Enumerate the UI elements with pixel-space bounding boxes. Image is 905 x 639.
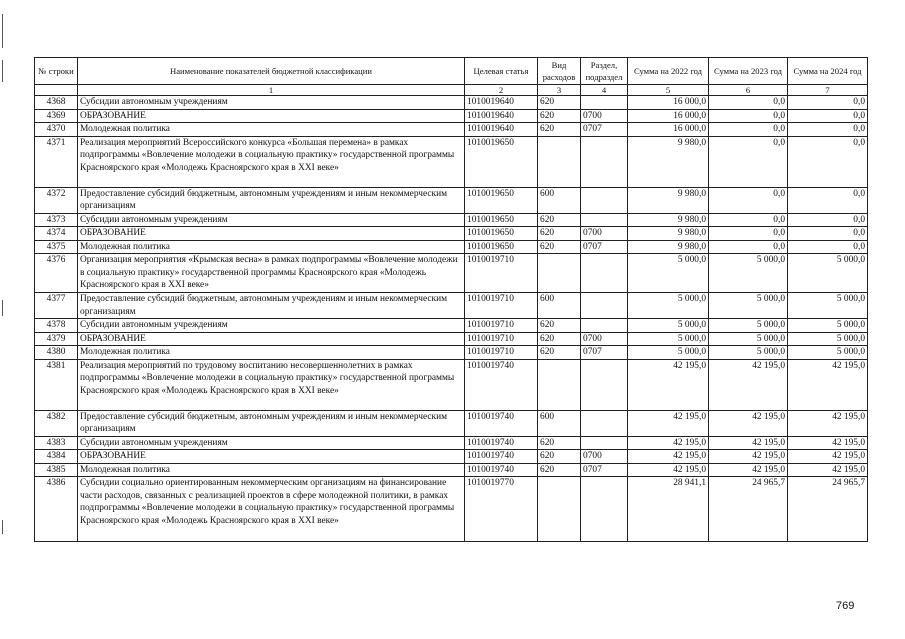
table-row: [35, 410, 868, 436]
row-sum-2024: 0,0: [788, 109, 868, 123]
table-row: [35, 450, 868, 464]
row-razdel: 0707: [581, 463, 628, 477]
row-sum-2022: 42 195,0: [628, 463, 709, 477]
row-sum-2023: 42 195,0: [709, 450, 788, 464]
row-number: 4381: [35, 359, 78, 410]
table-row: [35, 463, 868, 477]
column-index: 7: [788, 85, 868, 96]
row-article: 1010019650: [465, 227, 538, 241]
row-sum-2022: 9 980,0: [628, 227, 709, 241]
row-sum-2022: 5 000,0: [628, 319, 709, 333]
row-article: 1010019740: [465, 359, 538, 410]
row-number: 4383: [35, 436, 78, 450]
row-article: 1010019640: [465, 123, 538, 137]
row-sum-2023: 42 195,0: [709, 463, 788, 477]
scan-edge-mark: [2, 520, 3, 534]
row-razdel: [581, 477, 628, 542]
row-vid: 600: [538, 187, 581, 213]
column-index: [35, 85, 78, 96]
header-article: Целевая статья: [465, 58, 538, 85]
row-vid: 620: [538, 463, 581, 477]
row-name: Предоставление субсидий бюджетным, автономным учреждениям и иным некоммерческим организациям: [78, 410, 465, 436]
row-sum-2023: 42 195,0: [709, 436, 788, 450]
row-sum-2024: 0,0: [788, 227, 868, 241]
row-sum-2023: 42 195,0: [709, 359, 788, 410]
row-sum-2023: 0,0: [709, 213, 788, 227]
row-razdel: 0700: [581, 332, 628, 346]
row-name: Предоставление субсидий бюджетным, автономным учреждениям и иным некоммерческим организациям: [78, 293, 465, 319]
row-article: 1010019740: [465, 450, 538, 464]
row-number: 4378: [35, 319, 78, 333]
table-row: [35, 293, 868, 319]
row-sum-2024: 0,0: [788, 123, 868, 137]
table-row: [35, 96, 868, 110]
row-number: 4382: [35, 410, 78, 436]
row-sum-2022: 16 000,0: [628, 109, 709, 123]
row-sum-2023: 0,0: [709, 240, 788, 254]
row-razdel: [581, 319, 628, 333]
row-vid: 620: [538, 319, 581, 333]
row-sum-2022: 42 195,0: [628, 410, 709, 436]
row-sum-2023: 0,0: [709, 187, 788, 213]
row-sum-2023: 5 000,0: [709, 319, 788, 333]
row-sum-2023: 5 000,0: [709, 293, 788, 319]
row-sum-2023: 0,0: [709, 109, 788, 123]
row-article: 1010019650: [465, 187, 538, 213]
column-index: 6: [709, 85, 788, 96]
row-number: 4372: [35, 187, 78, 213]
row-razdel: 0700: [581, 227, 628, 241]
row-sum-2022: 28 941,1: [628, 477, 709, 542]
column-index-row: [35, 85, 868, 96]
row-vid: 620: [538, 436, 581, 450]
row-number: 4369: [35, 109, 78, 123]
row-number: 4384: [35, 450, 78, 464]
row-sum-2024: 5 000,0: [788, 346, 868, 360]
row-sum-2024: 5 000,0: [788, 254, 868, 293]
table-row: [35, 332, 868, 346]
row-sum-2022: 5 000,0: [628, 293, 709, 319]
row-vid: 620: [538, 123, 581, 137]
row-sum-2024: 0,0: [788, 213, 868, 227]
header-num: № строки: [35, 58, 78, 85]
row-article: 1010019650: [465, 136, 538, 187]
row-name: Молодежная политика: [78, 346, 465, 360]
row-article: 1010019740: [465, 463, 538, 477]
row-article: 1010019640: [465, 96, 538, 110]
table-row: [35, 109, 868, 123]
row-razdel: [581, 213, 628, 227]
header-razdel: Раздел, подраздел: [581, 58, 628, 85]
row-sum-2024: 0,0: [788, 96, 868, 110]
table-row: [35, 227, 868, 241]
row-sum-2022: 16 000,0: [628, 96, 709, 110]
row-name: Субсидии автономным учреждениям: [78, 319, 465, 333]
row-name: Молодежная политика: [78, 240, 465, 254]
row-vid: 620: [538, 96, 581, 110]
column-index: 4: [581, 85, 628, 96]
row-name: ОБРАЗОВАНИЕ: [78, 227, 465, 241]
row-article: 1010019710: [465, 332, 538, 346]
budget-table: [34, 57, 868, 542]
row-sum-2022: 5 000,0: [628, 346, 709, 360]
row-number: 4374: [35, 227, 78, 241]
row-name: Субсидии автономным учреждениям: [78, 213, 465, 227]
table-row: [35, 240, 868, 254]
row-sum-2022: 16 000,0: [628, 123, 709, 137]
row-name: ОБРАЗОВАНИЕ: [78, 450, 465, 464]
column-index: 1: [78, 85, 465, 96]
column-index: 5: [628, 85, 709, 96]
row-sum-2023: 5 000,0: [709, 254, 788, 293]
header-sum-2023: Сумма на 2023 год: [709, 58, 788, 85]
header-name: Наименование показателей бюджетной классификации: [78, 58, 465, 85]
row-name: ОБРАЗОВАНИЕ: [78, 332, 465, 346]
row-sum-2023: 24 965,7: [709, 477, 788, 542]
row-sum-2023: 5 000,0: [709, 346, 788, 360]
row-article: 1010019710: [465, 319, 538, 333]
row-vid: 620: [538, 450, 581, 464]
table-row: [35, 187, 868, 213]
row-vid: 620: [538, 109, 581, 123]
row-sum-2024: 5 000,0: [788, 332, 868, 346]
row-razdel: 0700: [581, 450, 628, 464]
row-sum-2023: 42 195,0: [709, 410, 788, 436]
row-article: 1010019740: [465, 436, 538, 450]
row-article: 1010019770: [465, 477, 538, 542]
row-razdel: [581, 254, 628, 293]
header-vid: Вид расходов: [538, 58, 581, 85]
row-article: 1010019650: [465, 213, 538, 227]
row-razdel: [581, 410, 628, 436]
row-number: 4380: [35, 346, 78, 360]
row-number: 4371: [35, 136, 78, 187]
row-sum-2024: 42 195,0: [788, 463, 868, 477]
scan-edge-mark: [2, 300, 3, 316]
row-name: Организация мероприятия «Крымская весна» в рамках подпрограммы «Вовлечение молодежи в социальную практику» государственной программы Красноярского края «Молодежь Красноярского края в XXI веке»: [78, 254, 465, 293]
row-number: 4377: [35, 293, 78, 319]
row-sum-2023: 0,0: [709, 123, 788, 137]
row-sum-2022: 9 980,0: [628, 187, 709, 213]
row-name: Молодежная политика: [78, 123, 465, 137]
row-vid: [538, 136, 581, 187]
row-vid: [538, 254, 581, 293]
row-vid: 600: [538, 293, 581, 319]
row-razdel: [581, 436, 628, 450]
row-sum-2024: 5 000,0: [788, 293, 868, 319]
table-row: [35, 359, 868, 410]
row-sum-2022: 9 980,0: [628, 240, 709, 254]
column-index: 2: [465, 85, 538, 96]
row-sum-2022: 5 000,0: [628, 332, 709, 346]
row-number: 4376: [35, 254, 78, 293]
scan-edge-mark: [2, 14, 3, 48]
row-number: 4385: [35, 463, 78, 477]
row-razdel: [581, 136, 628, 187]
table-row: [35, 123, 868, 137]
row-sum-2024: 0,0: [788, 240, 868, 254]
row-sum-2022: 9 980,0: [628, 136, 709, 187]
header-sum-2022: Сумма на 2022 год: [628, 58, 709, 85]
row-number: 4373: [35, 213, 78, 227]
row-razdel: [581, 359, 628, 410]
row-vid: 620: [538, 227, 581, 241]
row-name: Субсидии автономным учреждениям: [78, 436, 465, 450]
row-name: Молодежная политика: [78, 463, 465, 477]
row-razdel: [581, 96, 628, 110]
row-article: 1010019640: [465, 109, 538, 123]
row-name: Предоставление субсидий бюджетным, автономным учреждениям и иным некоммерческим организациям: [78, 187, 465, 213]
table-row: [35, 136, 868, 187]
row-razdel: [581, 293, 628, 319]
row-razdel: 0707: [581, 346, 628, 360]
row-sum-2024: 42 195,0: [788, 359, 868, 410]
row-sum-2023: 5 000,0: [709, 332, 788, 346]
row-sum-2023: 0,0: [709, 227, 788, 241]
row-number: 4379: [35, 332, 78, 346]
row-vid: [538, 359, 581, 410]
row-sum-2024: 42 195,0: [788, 450, 868, 464]
row-sum-2022: 9 980,0: [628, 213, 709, 227]
row-sum-2022: 5 000,0: [628, 254, 709, 293]
row-article: 1010019710: [465, 254, 538, 293]
row-name: Субсидии социально ориентированным некоммерческим организациям на финансирование части расходов, связанных с реализацией проектов в сфере молодежной политики, в рамках подпрограммы «Вовлечение молодежи в социальную практику» государственной программы Красноярского края «Молодежь Красноярского края в XXI веке»: [78, 477, 465, 542]
row-number: 4368: [35, 96, 78, 110]
row-article: 1010019650: [465, 240, 538, 254]
row-number: 4386: [35, 477, 78, 542]
row-article: 1010019710: [465, 346, 538, 360]
row-sum-2024: 0,0: [788, 136, 868, 187]
row-article: 1010019710: [465, 293, 538, 319]
table-row: [35, 213, 868, 227]
row-name: ОБРАЗОВАНИЕ: [78, 109, 465, 123]
column-index: 3: [538, 85, 581, 96]
row-name: Реализация мероприятий Всероссийского конкурса «Большая перемена» в рамках подпрограммы «Вовлечение молодежи в социальную практику» государственной программы Красноярского края «Молодежь Красноярского края в XXI веке»: [78, 136, 465, 187]
row-article: 1010019740: [465, 410, 538, 436]
row-sum-2022: 42 195,0: [628, 450, 709, 464]
page-number: 769: [836, 600, 855, 612]
scan-edge-mark: [2, 60, 3, 82]
row-sum-2024: 24 965,7: [788, 477, 868, 542]
row-vid: 620: [538, 240, 581, 254]
table-row: [35, 346, 868, 360]
row-razdel: 0707: [581, 123, 628, 137]
row-sum-2023: 0,0: [709, 136, 788, 187]
row-sum-2024: 0,0: [788, 187, 868, 213]
row-vid: 620: [538, 213, 581, 227]
row-razdel: 0700: [581, 109, 628, 123]
row-number: 4375: [35, 240, 78, 254]
row-name: Реализация мероприятий по трудовому воспитанию несовершеннолетних в рамках подпрограммы «Вовлечение молодежи в социальную практику» государственной программы Красноярского края «Молодежь Красноярского края в XXI веке»: [78, 359, 465, 410]
table-row: [35, 254, 868, 293]
row-razdel: 0707: [581, 240, 628, 254]
row-sum-2022: 42 195,0: [628, 436, 709, 450]
table-row: [35, 436, 868, 450]
row-vid: 620: [538, 346, 581, 360]
row-vid: 620: [538, 332, 581, 346]
row-vid: [538, 477, 581, 542]
table-row: [35, 477, 868, 542]
row-number: 4370: [35, 123, 78, 137]
row-razdel: [581, 187, 628, 213]
row-sum-2024: 42 195,0: [788, 436, 868, 450]
row-sum-2024: 5 000,0: [788, 319, 868, 333]
row-sum-2024: 42 195,0: [788, 410, 868, 436]
header-sum-2024: Сумма на 2024 год: [788, 58, 868, 85]
table-row: [35, 319, 868, 333]
row-vid: 600: [538, 410, 581, 436]
header-row: [35, 58, 868, 85]
row-sum-2022: 42 195,0: [628, 359, 709, 410]
row-name: Субсидии автономным учреждениям: [78, 96, 465, 110]
row-sum-2023: 0,0: [709, 96, 788, 110]
